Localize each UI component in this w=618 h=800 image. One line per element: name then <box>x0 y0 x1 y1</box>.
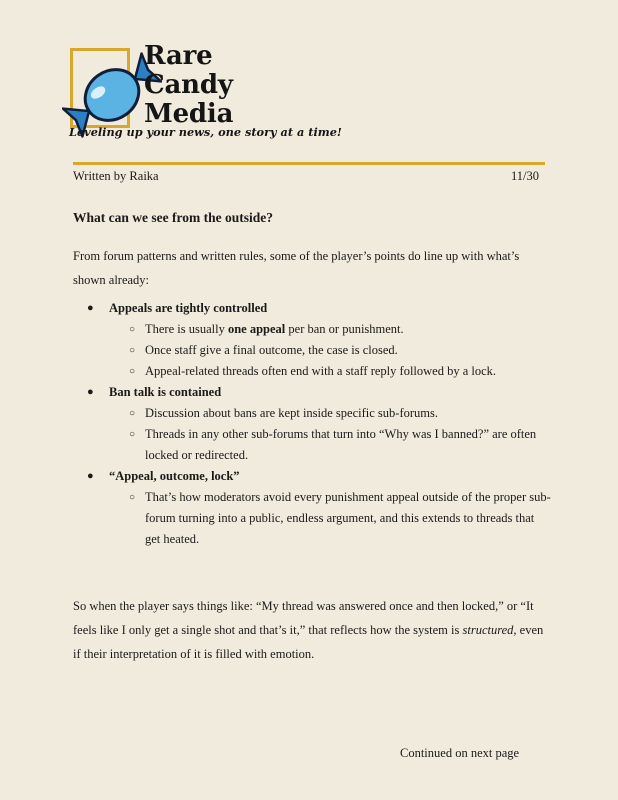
bullet-item: ● Ban talk is contained <box>73 382 551 403</box>
sub-bullet: ○ Once staff give a final outcome, the case is closed. <box>73 340 551 361</box>
closing-text: , even if their interpretation of it is filled with emotion. <box>73 623 544 661</box>
continued-note: Continued on next page <box>400 746 520 760</box>
tagline: Leveling up your news, one story at a time! <box>69 125 342 139</box>
section-title: What can we see from the outside? <box>73 210 273 225</box>
brand-line-2: Candy <box>144 70 233 100</box>
closing-emphasis: structured <box>462 623 514 637</box>
page-number: 11/30 <box>510 169 539 183</box>
brand-name <box>144 42 233 129</box>
author-line: Written by Raika <box>73 169 159 183</box>
header-divider <box>73 162 545 165</box>
bullet-item: ● Appeals are tightly controlled <box>73 298 551 319</box>
closing-paragraph <box>73 594 553 666</box>
brand-line-1: Rare <box>144 41 213 71</box>
bullet-item: ● “Appeal, outcome, lock” <box>73 466 551 487</box>
sub-bullet <box>73 319 551 340</box>
sub-bullet: ○ Discussion about bans are kept inside specific sub-forums. <box>73 403 551 424</box>
intro-paragraph: From forum patterns and written rules, some of the player’s points do line up with what’s shown already: <box>73 249 520 287</box>
sub-bullet-emphasis: one appeal <box>227 322 286 336</box>
sub-bullet-text: per ban or punishment. <box>285 322 404 336</box>
sub-bullet-text: There is usually <box>145 322 228 336</box>
bullet-list <box>73 298 551 550</box>
sub-bullet: ○ Appeal-related threads often end with a staff reply followed by a lock. <box>73 361 551 382</box>
sub-bullet: ○ Threads in any other sub-forums that turn into “Why was I banned?” are often locked or redirected. <box>73 424 551 466</box>
sub-bullet: ○ That’s how moderators avoid every punishment appeal outside of the proper sub-forum turning into a public, endless argument, and this extends to threads that get heated. <box>73 487 551 550</box>
brand-line-3: Media <box>144 99 234 129</box>
closing-text: So when the player says things like: “My thread was answered once and then locked,” or “It feels like I only get a single shot and that’s it,” that reflects how the system is <box>73 599 534 637</box>
